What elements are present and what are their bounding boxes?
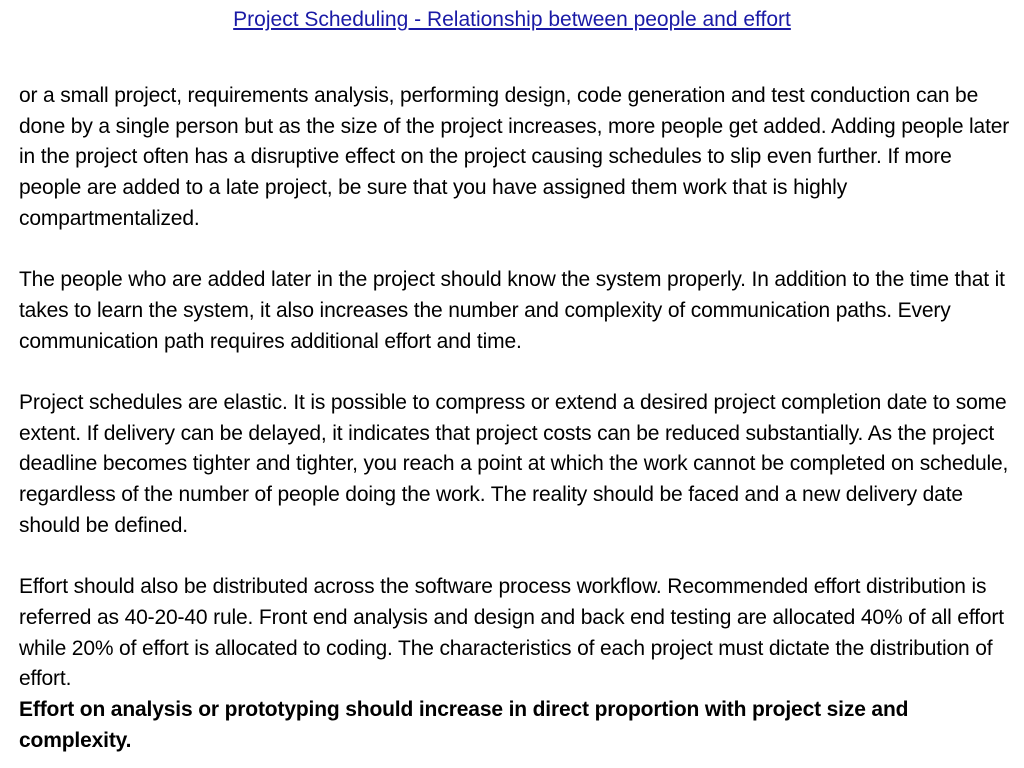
slide-body: [19, 81, 1019, 756]
paragraph-people-added-later: The people who are added later in the project should know the system properly. In addition to the time that it takes to learn the system, it also increases the number and complexity of communication paths. Every communication path requires additional effort and time.: [19, 268, 1005, 353]
paragraph-effort-distribution: Effort should also be distributed across the software process workflow. Recommended effort distribution is referred as 40-20-40 rule. Front end analysis and design and back end testing are allocated 40% of all effort while 20% of effort is allocated to coding. The characteristics of each project must dictate the distribution of effort.: [19, 575, 1004, 691]
paragraph-small-project: or a small project, requirements analysis, performing design, code generation and test conduction can be done by a single person but as the size of the project increases, more people get added. Adding people later in the project often has a disruptive effect on the project causing schedules to slip even further. If more people are added to a late project, be sure that you have assigned them work that is highly compartmentalized.: [19, 84, 1010, 230]
bold-statement: Effort on analysis or prototyping should increase in direct proportion with project size and complexity.: [19, 698, 909, 752]
slide-title-link[interactable]: Project Scheduling - Relationship between people and effort: [233, 8, 791, 31]
paragraph-elastic-schedules: Project schedules are elastic. It is possible to compress or extend a desired project completion date to some extent. If delivery can be delayed, it indicates that project costs can be reduced substantially. As the project deadline becomes tighter and tighter, you reach a point at which the work cannot be completed on schedule, regardless of the number of people doing the work. The reality should be faced and a new delivery date should be defined.: [19, 391, 1009, 537]
